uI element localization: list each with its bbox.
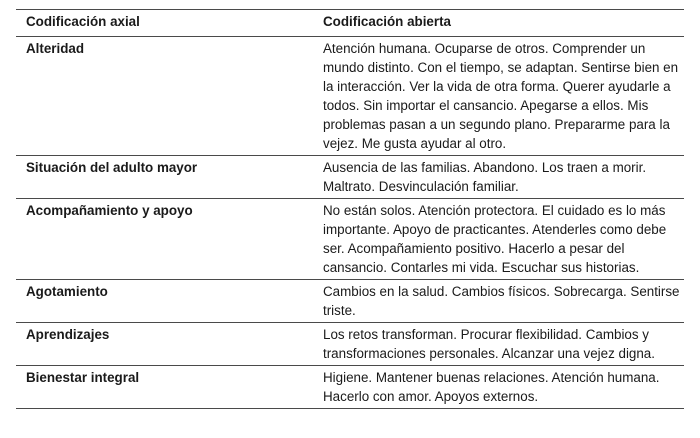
open-codes: Atención humana. Ocuparse de otros. Comprender un mundo distinto. Con el tiempo, se adaptan. Sentirse bien en la interacción. Ver la vida de otra forma. Querer ayudarle a todos. Sin importar el cansancio. Apegarse a ellos. Mis problemas pasan a un segundo plano. Prepararme para la vejez. Me gusta ayudar al otro. [323,37,684,156]
open-codes: Higiene. Mantener buenas relaciones. Atención humana. Hacerlo con amor. Apoyos externos. [323,366,684,409]
coding-table [16,9,684,409]
open-codes: Ausencia de las familias. Abandono. Los traen a morir. Maltrato. Desvinculación familiar. [323,156,684,199]
axial-category: Acompañamiento y apoyo [16,199,323,280]
header-row [16,10,684,37]
axial-category: Situación del adulto mayor [16,156,323,199]
axial-category: Bienestar integral [16,366,323,409]
axial-category: Alteridad [16,37,323,156]
table-row [16,199,684,280]
axial-category: Agotamiento [16,280,323,323]
open-codes: Cambios en la salud. Cambios físicos. Sobrecarga. Sentirse triste. [323,280,684,323]
table-row [16,280,684,323]
open-codes: No están solos. Atención protectora. El cuidado es lo más importante. Apoyo de practicantes. Atenderles como debe ser. Acompañamiento positivo. Hacerlo a pesar del cansancio. Contarles mi vida. Escuchar sus historias. [323,199,684,280]
table-row [16,366,684,409]
table-row [16,37,684,156]
table-row [16,156,684,199]
table-row [16,323,684,366]
open-codes: Los retos transforman. Procurar flexibilidad. Cambios y transformaciones personales. Alcanzar una vejez digna. [323,323,684,366]
header-axial-coding: Codificación axial [16,10,323,37]
table-body [16,37,684,409]
table-header [16,10,684,37]
axial-category: Aprendizajes [16,323,323,366]
header-open-coding: Codificación abierta [323,10,684,37]
